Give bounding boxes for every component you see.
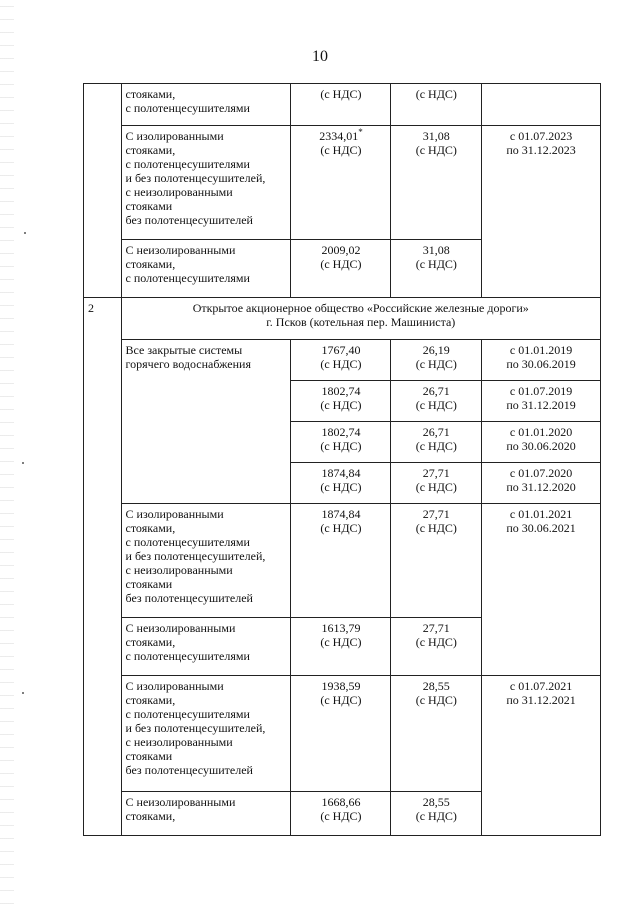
rate-cell: 1874,84 (с НДС): [291, 504, 391, 618]
period-cell: с 01.01.2021 по 30.06.2021: [482, 504, 601, 676]
rate-cell: 2009,02 (с НДС): [291, 240, 391, 298]
period-cell: с 01.07.2020 по 31.12.2020: [482, 463, 601, 504]
component-cell: 26,71 (с НДС): [391, 422, 482, 463]
category-cell: С неизолированными стояками, с полотенцесушителями: [121, 618, 291, 676]
component-cell: 28,55 (с НДС): [391, 792, 482, 836]
rate-vat: (с НДС): [320, 143, 362, 157]
component-cell: 27,71 (с НДС): [391, 618, 482, 676]
table-row: [84, 298, 601, 340]
period-cell: с 01.01.2020 по 30.06.2020: [482, 422, 601, 463]
category-cell: С неизолированными стояками,: [121, 792, 291, 836]
rate-cell: 1668,66 (с НДС): [291, 792, 391, 836]
component-cell: 27,71 (с НДС): [391, 504, 482, 618]
table-row: [84, 340, 601, 381]
period-cell: с 01.07.2021 по 31.12.2021: [482, 676, 601, 836]
category-cell: стояками, с полотенцесушителями: [121, 84, 291, 126]
row-number-cell: [84, 84, 122, 298]
scan-speck: [22, 692, 24, 694]
rate-cell: (с НДС): [291, 84, 391, 126]
period-cell: [482, 84, 601, 126]
scan-speck: [24, 232, 26, 234]
period-cell: с 01.01.2019 по 30.06.2019: [482, 340, 601, 381]
period-cell: с 01.07.2019 по 31.12.2019: [482, 381, 601, 422]
component-cell: 28,55 (с НДС): [391, 676, 482, 792]
rate-cell: 1767,40 (с НДС): [291, 340, 391, 381]
scan-speck: [22, 462, 24, 464]
page-number: 10: [312, 48, 328, 65]
row-number-cell: 2: [84, 298, 122, 836]
table-row: [84, 126, 601, 240]
component-cell: 31,08 (с НДС): [391, 126, 482, 240]
rate-cell: [291, 126, 391, 240]
category-cell: С изолированными стояками, с полотенцесушителями и без полотенцесушителей, с неизолированными стояками без полотенцесушителей: [121, 504, 291, 618]
component-cell: 26,71 (с НДС): [391, 381, 482, 422]
category-cell: Все закрытые системы горячего водоснабжения: [121, 340, 291, 504]
period-cell: с 01.07.2023 по 31.12.2023: [482, 126, 601, 298]
rate-value: 2334,01: [319, 129, 359, 143]
component-cell: 26,19 (с НДС): [391, 340, 482, 381]
table-row: [84, 676, 601, 792]
component-cell: 31,08 (с НДС): [391, 240, 482, 298]
table-row: [84, 504, 601, 618]
component-cell: 27,71 (с НДС): [391, 463, 482, 504]
rate-cell: 1802,74 (с НДС): [291, 422, 391, 463]
component-cell: (с НДС): [391, 84, 482, 126]
organization-cell: Открытое акционерное общество «Российские железные дороги» г. Псков (котельная пер. Машиниста): [121, 298, 600, 340]
rate-cell: 1613,79 (с НДС): [291, 618, 391, 676]
rate-cell: 1874,84 (с НДС): [291, 463, 391, 504]
footnote-mark: *: [358, 127, 363, 137]
category-cell: С неизолированными стояками, с полотенцесушителями: [121, 240, 291, 298]
table-row: [84, 84, 601, 126]
scan-edge-artifact: [0, 0, 14, 905]
category-cell: С изолированными стояками, с полотенцесушителями и без полотенцесушителей, с неизолированными стояками без полотенцесушителей: [121, 676, 291, 792]
rate-cell: 1938,59 (с НДС): [291, 676, 391, 792]
category-cell: С изолированными стояками, с полотенцесушителями и без полотенцесушителей, с неизолированными стояками без полотенцесушителей: [121, 126, 291, 240]
rate-cell: 1802,74 (с НДС): [291, 381, 391, 422]
tariff-table: [83, 83, 601, 836]
